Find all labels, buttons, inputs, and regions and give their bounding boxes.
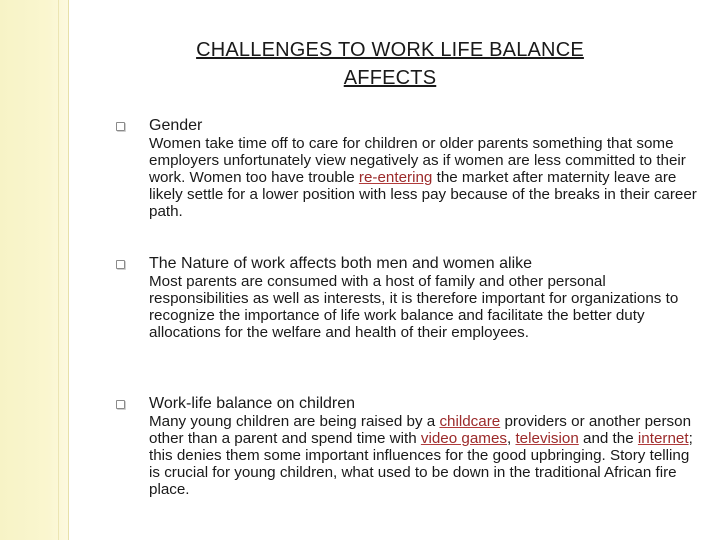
decorative-side-panel [0,0,69,540]
bullet-body [149,413,697,498]
side-panel-divider [58,0,59,540]
link-television[interactable]: television [515,430,579,447]
slide-title: CHALLENGES TO WORK LIFE BALANCE AFFECTS [196,39,584,89]
body-text: ; this denies them some important influences for the good upbringing. Story telling is crucial for young children, what used to be down in the traditional African fire place. [149,430,693,498]
bullet-heading: Gender [149,117,203,134]
bullet-body: Most parents are consumed with a host of family and other personal responsibilities as well as interests, it is therefore important for organizations to recognize the importance of life work balance and facilitate the better duty allocations for the welfare and health of their employees. [149,273,679,341]
bullet-heading: Work-life balance on children [149,395,356,412]
body-text: providers or another person other than a parent and spend time with [149,413,692,447]
body-text: Women take time off to care for children or older parents something that some employers unfortunately view negatively as if women are less committed to their work. Women too have trouble [149,135,686,186]
link-video-games[interactable]: video games [420,430,507,447]
bullet-heading: The Nature of work affects both men and women alike [149,255,533,272]
square-bullet-icon [116,260,125,269]
link-childcare[interactable]: childcare [439,413,501,430]
body-text: , [507,430,516,447]
square-bullet-icon [116,400,125,409]
square-bullet-icon [116,122,125,131]
body-text: Many young children are being raised by a [149,413,440,430]
body-text: and the [578,430,638,447]
body-text: the market after maternity leave are likely settle for a lower position with less pay because of the breaks in their career path. [149,169,697,220]
bullet-body [149,135,697,220]
link-re-entering[interactable]: re-entering [358,169,433,186]
link-internet[interactable]: internet [637,430,689,447]
